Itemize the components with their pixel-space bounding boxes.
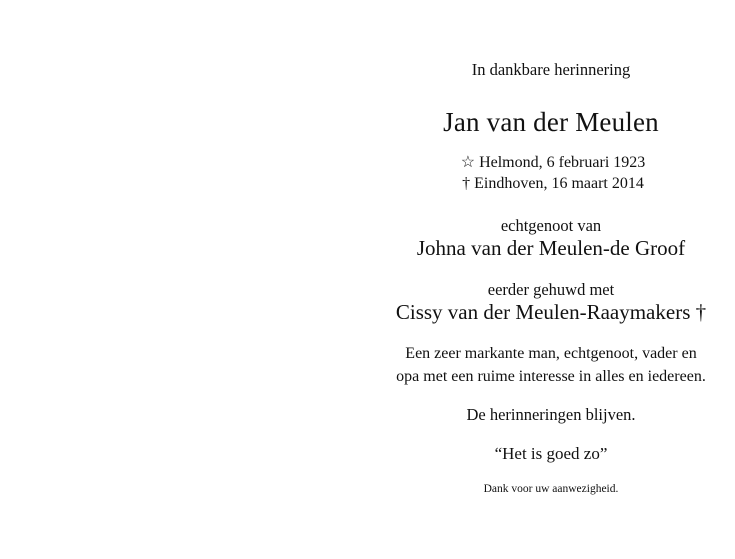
death-line [367, 176, 735, 192]
spouse-label: echtgenoot van [500, 216, 602, 235]
death-text: Eindhoven, 16 maart 2014 [474, 175, 644, 192]
previous-spouse-label: eerder gehuwd met [487, 280, 615, 299]
description-line-2: opa met een ruime interesse in alles en iedereen. [396, 368, 706, 385]
star-icon: ☆ [460, 154, 476, 171]
birth-line [367, 155, 735, 171]
cross-icon: † [462, 175, 471, 192]
previous-spouse-name: Cissy van der Meulen-Raaymakers † [395, 300, 707, 324]
memory-text: De herinneringen blijven. [466, 405, 636, 424]
intro-text: In dankbare herinnering [471, 60, 631, 79]
birth-text: Helmond, 6 februari 1923 [479, 154, 646, 171]
thanks-text: Dank voor uw aanwezigheid. [483, 483, 619, 495]
text-panel [367, 0, 735, 559]
description-line-1: Een zeer markante man, echtgenoot, vader en [405, 345, 697, 362]
spouse-name: Johna van der Meulen-de Groof [416, 236, 686, 260]
deceased-name: Jan van der Meulen [443, 107, 659, 137]
blank-left-panel [0, 0, 367, 559]
quote-text: “Het is goed zo” [494, 444, 608, 463]
